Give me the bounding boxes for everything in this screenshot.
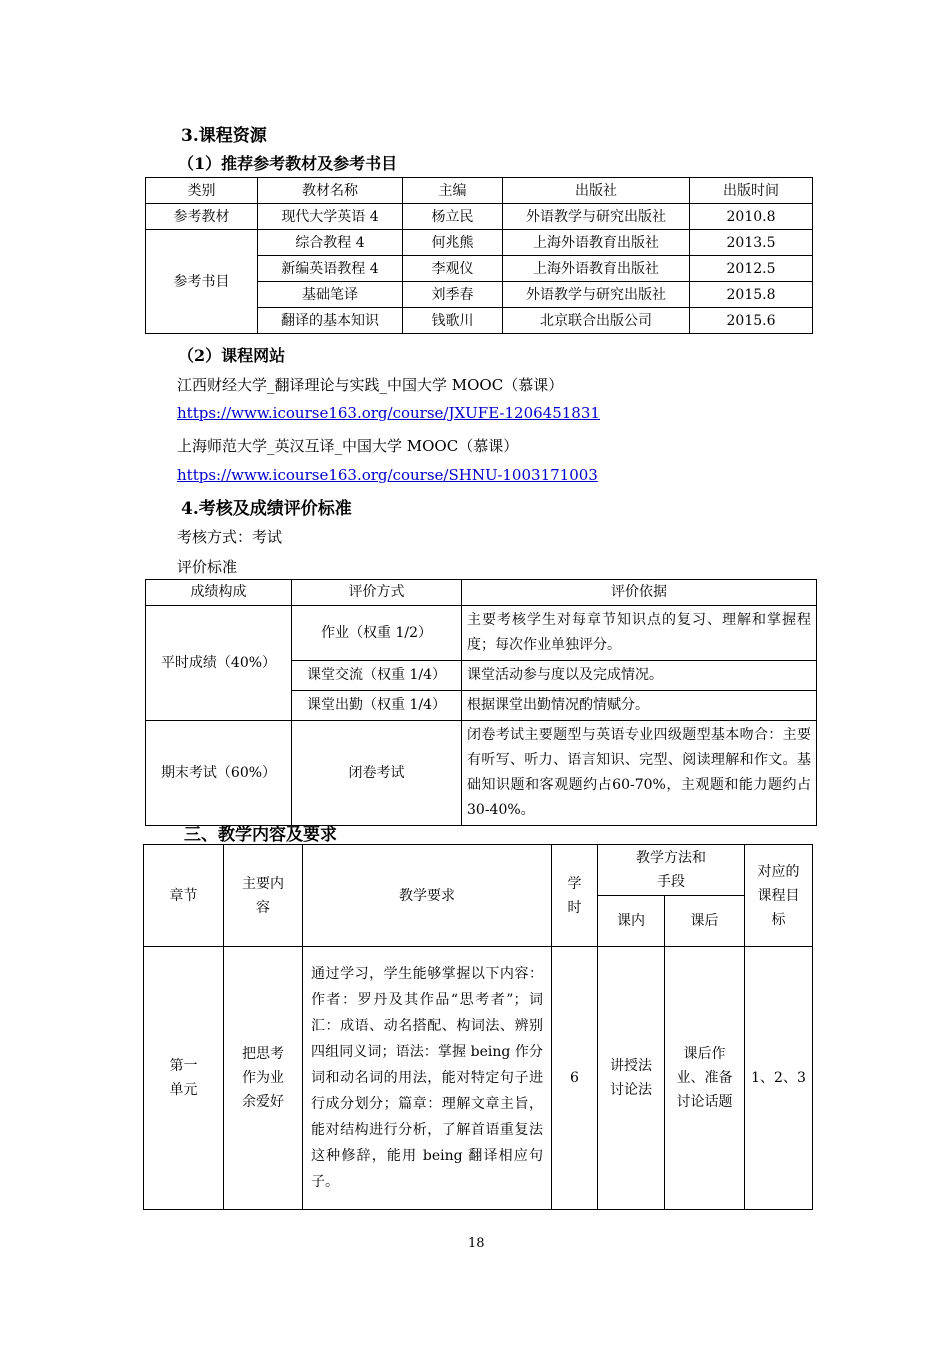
section-3-title: 3.课程资源: [181, 126, 267, 146]
teaching-content-table: [143, 844, 813, 1210]
date-cell: 2010.8: [690, 204, 813, 230]
site-2-name: 上海师范大学_英汉互译_中国大学 MOOC（慕课）: [177, 437, 519, 455]
category-cell: 参考教材: [146, 204, 258, 230]
header-title: 教材名称: [258, 178, 403, 204]
publisher-cell: 外语教学与研究出版社: [503, 204, 690, 230]
requirements-cell: 通过学习，学生能够掌握以下内容：作者：罗丹及其作品“思考者”；词汇：成语、动名搭配、构词法、辨别四组同义词；语法：掌握 being 作分词和动名词的用法，能对特定句子进行成分划分；篇章：理解文章主旨，能对结构进行分析，了解首语重复法这种修辞，能用 being 翻译相应句子。: [303, 947, 552, 1210]
publisher-cell: 外语教学与研究出版社: [503, 282, 690, 308]
table-row: [146, 230, 813, 256]
header-methods: 教学方法和手段: [598, 845, 745, 896]
method-cell: 课堂交流（权重 1/4）: [292, 661, 462, 691]
editor-cell: 钱歌川: [403, 308, 503, 334]
date-cell: 2015.6: [690, 308, 813, 334]
table-row: [146, 204, 813, 230]
goal-cell: 1、2、3: [745, 947, 813, 1210]
page-number: 18: [468, 1236, 485, 1251]
publisher-cell: 上海外语教育出版社: [503, 256, 690, 282]
method-cell: 闭卷考试: [292, 721, 462, 826]
header-composition: 成绩构成: [146, 580, 292, 606]
book-title-cell: 翻译的基本知识: [258, 308, 403, 334]
subsection-2-title: （2）课程网站: [178, 346, 286, 365]
basis-cell: 课堂活动参与度以及完成情况。: [462, 661, 817, 691]
book-title-cell: 新编英语教程 4: [258, 256, 403, 282]
date-cell: 2012.5: [690, 256, 813, 282]
basis-cell: 主要考核学生对每章节知识点的复习、理解和掌握程度；每次作业单独评分。: [462, 606, 817, 661]
final-grade-cell: 期末考试（60%）: [146, 721, 292, 826]
book-title-cell: 基础笔译: [258, 282, 403, 308]
book-title-cell: 综合教程 4: [258, 230, 403, 256]
method-cell: 课堂出勤（权重 1/4）: [292, 691, 462, 721]
header-hours: 学时: [552, 845, 598, 947]
table-row: [144, 947, 813, 1210]
regular-grade-cell: 平时成绩（40%）: [146, 606, 292, 721]
header-method: 评价方式: [292, 580, 462, 606]
basis-cell: 根据课堂出勤情况酌情赋分。: [462, 691, 817, 721]
chapter-cell: 第一单元: [144, 947, 224, 1210]
publisher-cell: 北京联合出版公司: [503, 308, 690, 334]
header-chapter: 章节: [144, 845, 224, 947]
header-editor: 主编: [403, 178, 503, 204]
date-cell: 2015.8: [690, 282, 813, 308]
site-1-link[interactable]: https://www.icourse163.org/course/JXUFE-1206451831: [177, 404, 600, 422]
publisher-cell: 上海外语教育出版社: [503, 230, 690, 256]
table-header-row: [146, 580, 817, 606]
subsection-1-title: （1）推荐参考教材及参考书目: [178, 154, 398, 173]
assessment-method: 考核方式：考试: [177, 528, 283, 546]
table-header-row: [146, 178, 813, 204]
textbook-table: [145, 177, 813, 334]
header-category: 类别: [146, 178, 258, 204]
editor-cell: 杨立民: [403, 204, 503, 230]
method-cell: 作业（权重 1/2）: [292, 606, 462, 661]
editor-cell: 刘季春: [403, 282, 503, 308]
header-goals: 对应的课程目标: [745, 845, 813, 947]
site-2-link[interactable]: https://www.icourse163.org/course/SHNU-1003171003: [177, 466, 598, 484]
header-requirements: 教学要求: [303, 845, 552, 947]
table-row: [146, 606, 817, 661]
header-in-class: 课内: [598, 896, 665, 947]
site-1-name: 江西财经大学_翻译理论与实践_中国大学 MOOC（慕课）: [177, 376, 564, 394]
header-date: 出版时间: [690, 178, 813, 204]
book-title-cell: 现代大学英语 4: [258, 204, 403, 230]
after-class-cell: 课后作业、准备讨论话题: [665, 947, 745, 1210]
editor-cell: 何兆熊: [403, 230, 503, 256]
category-cell: 参考书目: [146, 230, 258, 334]
table-row: [146, 721, 817, 826]
date-cell: 2013.5: [690, 230, 813, 256]
basis-cell: 闭卷考试主要题型与英语专业四级题型基本吻合：主要有听写、听力、语言知识、完型、阅读理解和作文。基础知识题和客观题约占60-70%，主观题和能力题约占 30-40%。: [462, 721, 817, 826]
in-class-cell: 讲授法讨论法: [598, 947, 665, 1210]
hours-cell: 6: [552, 947, 598, 1210]
section-three-title: 三、教学内容及要求: [184, 825, 337, 845]
editor-cell: 李观仪: [403, 256, 503, 282]
header-content: 主要内容: [224, 845, 303, 947]
header-basis: 评价依据: [462, 580, 817, 606]
content-cell: 把思考作为业余爱好: [224, 947, 303, 1210]
section-4-title: 4.考核及成绩评价标准: [181, 499, 352, 519]
header-after-class: 课后: [665, 896, 745, 947]
header-publisher: 出版社: [503, 178, 690, 204]
criteria-label: 评价标准: [177, 558, 238, 576]
table-header-row: [144, 845, 813, 896]
assessment-table: [145, 579, 817, 826]
